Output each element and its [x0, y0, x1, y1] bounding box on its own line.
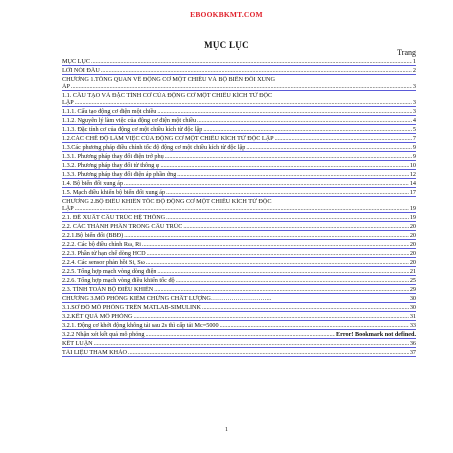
toc-entry[interactable]: [62, 276, 416, 285]
leader-dots: [71, 83, 412, 90]
toc-entry-row: [62, 171, 416, 178]
toc-entry-row: [62, 304, 416, 311]
toc-entry-page: 2: [412, 66, 416, 74]
toc-entry-label: 1.3.2. Phương pháp thay đổi từ thông φ: [62, 161, 160, 169]
toc-entry-label: 1.1. CẤU TẠO VÀ ĐẶC TÍNH CƠ CỦA ĐỘNG CƠ MỘT CHIỀU KÍCH TỪ ĐỘC: [62, 91, 273, 99]
toc-entry-page: 3: [412, 107, 416, 115]
leader-dots: [128, 349, 409, 356]
leader-dots: [134, 313, 409, 320]
toc-entry-label: 2.2. CÁC THÀNH PHẦN TRONG CẤU TRÚC: [62, 222, 183, 230]
toc-entry-label: 2.2.2. Các bộ điều chỉnh Rω, Ri: [62, 240, 142, 248]
toc-entry-label: 1.3.3. Phương pháp thay đổi điện áp phần ứng: [62, 170, 177, 178]
leader-dots: [142, 241, 409, 248]
toc-entry-row: [62, 349, 416, 356]
toc-entry[interactable]: [62, 330, 416, 339]
toc-entry-row: [62, 144, 416, 151]
toc-entry-label: 1.3.1. Phương pháp thay đổi điện trở phụ: [62, 152, 164, 160]
toc-entry-page: 20: [409, 258, 416, 266]
toc-entry-row: [62, 99, 416, 106]
leader-dots: [157, 268, 408, 275]
toc-entry-row: [62, 241, 416, 248]
leader-dots: [146, 331, 336, 338]
leader-dots: [124, 232, 409, 239]
leader-dots: [75, 205, 409, 212]
toc-entry[interactable]: [62, 107, 416, 116]
toc-entry[interactable]: [62, 143, 416, 152]
toc-entry-label: 1.4. Bộ biến đổi xung áp: [62, 179, 124, 187]
toc-entry-label: 3.2.KẾT QUẢ MÔ PHỎNG: [62, 312, 133, 320]
toc-entry[interactable]: [62, 75, 416, 91]
toc-entry[interactable]: [62, 197, 416, 213]
toc-entry-page: 1: [412, 57, 416, 65]
toc-entry-label: 2.2.4. Các sensor phản hồi Si, Sω: [62, 258, 145, 266]
toc-entry-page: 3: [412, 98, 416, 106]
leader-dots: [183, 223, 408, 230]
toc-entry-label-continued: ÁP: [62, 82, 70, 90]
toc-entry[interactable]: [62, 222, 416, 231]
toc-entry-row: [62, 83, 416, 90]
toc-entry[interactable]: [62, 249, 416, 258]
toc-entry-label-continued: LẬP: [62, 98, 74, 106]
toc-entry-page: 12: [409, 170, 416, 178]
toc-entry-row: [62, 268, 416, 275]
toc-entry-label: 1.3.Các phương pháp điều chỉnh tốc độ động cơ một chiều kích từ độc lập: [62, 143, 246, 151]
toc-entry-label: LỜI NÓI ĐẦU: [62, 66, 100, 74]
toc-entry[interactable]: [62, 285, 416, 294]
toc-entry-label-continued: LẬP: [62, 204, 74, 212]
toc-entry-error: Error! Bookmark not defined.: [336, 330, 416, 338]
toc-entry-row: [62, 180, 416, 187]
toc-entry-label: TÀI LIỆU THAM KHẢO: [62, 348, 128, 356]
toc-entry[interactable]: [62, 267, 416, 276]
toc-entry[interactable]: [62, 57, 416, 66]
toc-entry[interactable]: [62, 66, 416, 75]
toc-entry[interactable]: [62, 116, 416, 125]
toc-entry-label: 2.3. TÍNH TOÁN BỘ ĐIỀU KHIỂN: [62, 285, 154, 293]
toc-entry-label: 3.1.SƠ ĐỒ MÔ PHỎNG TRÊN MATLAB-SIMULINK: [62, 303, 201, 311]
toc-entry[interactable]: [62, 188, 416, 197]
toc-entry-row: [62, 117, 416, 124]
toc-entry-row: [62, 58, 416, 65]
toc-entry-label: 3.2.1. Động cơ khởi động không tải sau 2s thì cấp tải Mc=5000: [62, 321, 219, 329]
toc-entry-row: [62, 126, 416, 133]
toc-entry-label: 1.1.2. Nguyên lý làm việc của động cơ điện một chiều: [62, 116, 197, 124]
toc-entry[interactable]: [62, 161, 416, 170]
toc-entry-label: 1.1.1. Cấu tạo động cơ điện một chiều: [62, 107, 157, 115]
toc-entry[interactable]: [62, 213, 416, 222]
leader-dots: [197, 117, 412, 124]
leader-dots: [166, 189, 409, 196]
toc-entry-row: [62, 198, 416, 205]
toc-entry-row: [62, 92, 416, 99]
toc-entry[interactable]: [62, 258, 416, 267]
toc-entry-page: 20: [409, 240, 416, 248]
toc-entry-page: 20: [409, 231, 416, 239]
page-column-heading: Trang: [397, 48, 416, 57]
toc-entry-page: 21: [409, 267, 416, 275]
toc-entry[interactable]: [62, 339, 416, 348]
toc-entry-label: KẾT LUẬN: [62, 339, 93, 347]
toc-entry-row: [62, 277, 416, 284]
toc-entry-label: 2.2.3. Phần tử hạn chế dòng HCD: [62, 249, 146, 257]
toc-entry-label: 3.2.2 Nhận xét kết quả mô phỏng: [62, 330, 145, 338]
page-title: MỤC LỤC: [204, 40, 249, 50]
toc-entry[interactable]: [62, 240, 416, 249]
leader-dots: [246, 144, 412, 151]
leader-dots: [275, 135, 412, 142]
toc-entry-page: 4: [412, 116, 416, 124]
toc-entry-label: 2.2.6. Tổng hợp mạch vòng điều khiển tốc độ: [62, 276, 175, 284]
toc-entry[interactable]: [62, 348, 416, 357]
toc-entry-row: [62, 223, 416, 230]
toc-entry-row: [62, 153, 416, 160]
leader-dots: [91, 58, 412, 65]
toc-entry-label: CHƯƠNG 1.TỔNG QUAN VỀ ĐỘNG CƠ MỘT CHIỀU VÀ BỘ BIẾN ĐỔI XUNG: [62, 75, 275, 83]
toc-entry-row: [62, 313, 416, 320]
toc-entry[interactable]: [62, 303, 416, 312]
toc-entry-row: [62, 250, 416, 257]
leader-dots: [177, 171, 409, 178]
toc-entry[interactable]: [62, 125, 416, 134]
toc-entry-page: 20: [409, 222, 416, 230]
toc-entry-label: 2.2.1.Bộ biến đổi (BBĐ): [62, 231, 124, 239]
toc-entry[interactable]: [62, 312, 416, 321]
leader-dots: [203, 126, 412, 133]
toc-entry-page: 19: [409, 213, 416, 221]
leader-dots: [147, 250, 409, 257]
toc-entry-row: [62, 340, 416, 347]
toc-entry-page: 31: [409, 312, 416, 320]
toc-entry-page: 9: [412, 143, 416, 151]
toc-entry-label: 1.5. Mạch điều khiển bộ biến đổi xung áp: [62, 188, 166, 196]
leader-dots: [160, 162, 408, 169]
toc-entry-label: CHƯƠNG 2.BỘ ĐIỀU KHIỂN TỐC ĐỘ ĐỘNG CƠ MỘT CHIỀU KÍCH TỪ ĐỘC: [62, 197, 272, 205]
toc-entry-page: 19: [409, 204, 416, 212]
toc-entry-page: 30: [409, 303, 416, 311]
leader-dots: [101, 67, 412, 74]
leader-dots: [154, 286, 409, 293]
toc-entry-row: [62, 108, 416, 115]
toc-entry-row: [62, 259, 416, 266]
leader-dots: [176, 277, 409, 284]
toc-entry[interactable]: [62, 231, 416, 240]
toc-entry-page: 10: [409, 161, 416, 169]
leader-dots: [166, 214, 409, 221]
table-of-contents: [62, 57, 416, 357]
toc-entry-page: 14: [409, 179, 416, 187]
toc-entry[interactable]: [62, 179, 416, 188]
toc-entry[interactable]: [62, 91, 416, 107]
watermark: EBOOKBKMT.COM: [190, 10, 263, 19]
toc-entry-page: 25: [409, 276, 416, 284]
toc-entry-page: 20: [409, 249, 416, 257]
leader-dots: [220, 322, 409, 329]
toc-entry-label: 2.1. ĐỀ XUẤT CẤU TRÚC HỆ THỐNG: [62, 213, 166, 221]
toc-entry-page: 29: [409, 285, 416, 293]
toc-entry-page: 17: [409, 188, 416, 196]
toc-entry-row: [62, 232, 416, 239]
toc-entry[interactable]: [62, 321, 416, 330]
toc-entry-row: [62, 189, 416, 196]
toc-entry-page: 3: [412, 82, 416, 90]
toc-entry-row: [62, 67, 416, 74]
toc-entry-page: 5: [412, 125, 416, 133]
toc-entry-label: 1.1.3. Đặc tính cơ của động cơ một chiều kích từ độc lập: [62, 125, 203, 133]
leader-dots: [165, 153, 412, 160]
leader-dots: [124, 180, 409, 187]
toc-entry-label: CHƯƠNG 3.MÔ PHỎNG KIỂM CHỨNG CHẤT LƯỢNG………………………...: [62, 294, 272, 302]
toc-entry-page: 9: [412, 152, 416, 160]
toc-entry-row: [62, 205, 416, 212]
toc-entry-row: [62, 214, 416, 221]
toc-entry-row: [62, 286, 416, 293]
toc-entry-label: 2.2.5. Tổng hợp mạch vòng dòng điện: [62, 267, 157, 275]
toc-entry-row: [62, 135, 416, 142]
toc-entry-page: 37: [409, 348, 416, 356]
toc-entry[interactable]: [62, 170, 416, 179]
leader-dots: [157, 108, 412, 115]
toc-entry-page: 30: [409, 294, 416, 302]
toc-entry-label: MỤC LỤC: [62, 57, 91, 65]
leader-dots: [94, 340, 409, 347]
toc-entry-page: 33: [409, 321, 416, 329]
page-number: 1: [225, 427, 228, 433]
toc-entry-row: [62, 331, 416, 338]
toc-entry[interactable]: [62, 294, 416, 303]
toc-entry-row: [62, 76, 416, 83]
leader-dots: [202, 304, 409, 311]
toc-entry-row: [62, 322, 416, 329]
toc-entry-row: [62, 295, 416, 302]
toc-entry-page: 36: [409, 339, 416, 347]
leader-dots: [146, 259, 409, 266]
toc-entry[interactable]: [62, 152, 416, 161]
toc-entry-page: 7: [412, 134, 416, 142]
leader-dots: [75, 99, 412, 106]
toc-entry-label: 1.2.CÁC CHẾ ĐỘ LÀM VIỆC CỦA ĐỘNG CƠ MỘT CHIỀU KÍCH TỪ ĐỘC LẬP: [62, 134, 274, 142]
toc-entry-row: [62, 162, 416, 169]
toc-entry[interactable]: [62, 134, 416, 143]
